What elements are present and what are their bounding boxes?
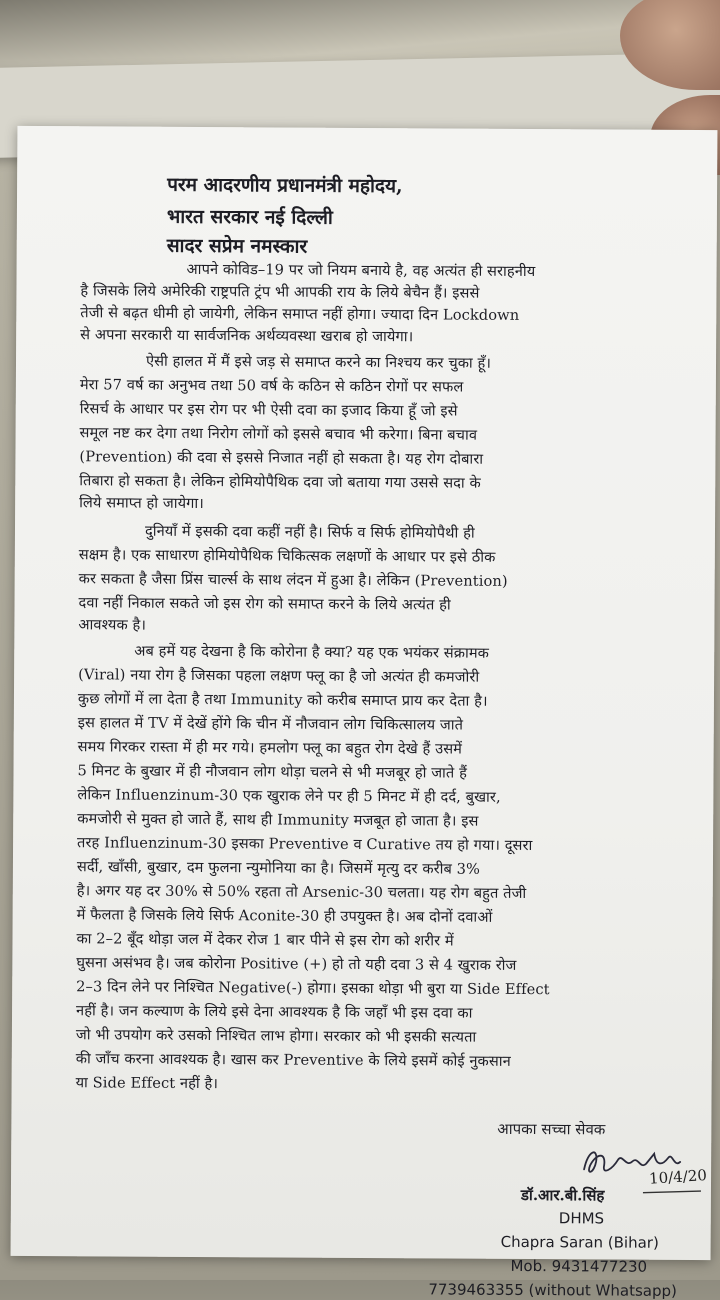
body-line: या Side Effect नहीं है। [75, 1074, 219, 1093]
body-line: कुछ लोगों में ला देता है तथा Immunity को करीब समाप्त प्राय कर देता है। [77, 690, 488, 710]
body-line: आवश्यक है। [78, 616, 147, 634]
body-line: का 2–2 बूँद थोड़ा जल में देकर रोज 1 बार पीने से इस रोग को शरीर में [76, 930, 454, 950]
body-line: की जाँच करना आवश्यक है। खास कर Preventive के लिये इसमें कोई नुकसान [75, 1050, 511, 1070]
body-line: सक्षम है। एक साधारण होमियोपैथिक चिकित्सक लक्षणों के आधार पर इसे ठीक [78, 546, 496, 566]
salutation-line: भारत सरकार नई दिल्ली [166, 205, 333, 229]
body-line: (Viral) नया रोग है जिसका पहला लक्षण फ्लू का है जो अत्यंत ही कमजोरी [78, 666, 480, 686]
closing-text: आपका सच्चा सेवक [497, 1119, 606, 1139]
body-line: मेरा 57 वर्ष का अनुभव तथा 50 वर्ष के कठिन से कठिन रोगों पर सफल [79, 376, 464, 396]
sender-mobile: Mob. 9431477230 [510, 1256, 648, 1276]
sender-address: Chapra Saran (Bihar) [500, 1232, 659, 1252]
body-line: समूल नष्ट कर देगा तथा निरोग लोगों को इससे बचाव भी करेगा। बिना बचाव [79, 424, 478, 444]
body-line: नहीं है। जन कल्याण के लिये इसे देना आवश्यक है कि जहाँ भी इस दवा का [76, 1002, 473, 1022]
body-line: इस हालत में TV में देखें होंगे कि चीन में नौजवान लोग चिकित्सालय जाते [77, 714, 464, 734]
body-line: से अपना सरकारी या सार्वजनिक अर्थव्यवस्था खराब हो जायेगा। [80, 326, 414, 346]
body-line: रिसर्च के आधार पर इस रोग पर भी ऐसी दवा का इजाद किया हूँ जो इसे [79, 400, 458, 420]
body-line: आपने कोविड–19 पर जो नियम बनाये है, वह अत्यंत ही सराहनीय [186, 260, 536, 281]
handwritten-date: 10/4/20 [648, 1166, 708, 1188]
body-line: सर्दी, खाँसी, बुखार, दम फुलना न्युमोनिया का है। जिसमें मृत्यु दर करीब 3% [76, 858, 481, 878]
sender-name: डॉ.आर.बी.सिंह [520, 1185, 605, 1205]
body-line: अब हमें यह देखना है कि कोरोना है क्या? यह एक भयंकर संक्रामक [134, 642, 490, 662]
salutation-line: सादर सप्रेम नमस्कार [166, 234, 308, 258]
date-underline [641, 1188, 703, 1196]
body-line: ऐसी हालत में मैं इसे जड़ से समाप्त करने का निश्चय कर चुका हूँ। [145, 352, 492, 372]
body-line: समय गिरकर रास्ता में ही मर गये। हमलोग फ्लू का बहुत रोग देखे हैं उसमें [77, 738, 463, 758]
sender-alt-phone: 7739463355 (without Whatsapp) [428, 1280, 677, 1300]
body-line: 2–3 दिन लेने पर निश्चित Negative(-) होगा। इसका थोड़ा भी बुरा या Side Effect [76, 978, 550, 999]
body-line: 5 मिनट के बुखार में ही नौजवान लोग थोड़ा चलने से भी मजबूर हो जाते हैं [77, 762, 468, 782]
body-line: दुनियाँ में इसकी दवा कहीं नहीं है। सिर्फ व सिर्फ होमियोपैथी ही [144, 522, 475, 542]
body-line: तिबारा हो सकता है। लेकिन होमियोपैथिक दवा जो बताया गया उससे सदा के [79, 472, 481, 492]
body-line: कमजोरी से मुक्त हो जाते हैं, साथ ही Immunity मजबूत हो जाता है। इस [77, 810, 479, 830]
body-line: घुसना असंभव है। जब कोरोना Positive (+) हो तो यही दवा 3 से 4 खुराक रोज [76, 954, 517, 974]
body-line: में फैलता है जिसके लिये सिर्फ Aconite-30 ही उपयुक्त है। अब दोनों दवाओं [76, 906, 493, 926]
body-line: कर सकता है जैसा प्रिंस चार्ल्स के साथ लंदन में हुआ है। लेकिन (Prevention) [78, 570, 508, 590]
body-line: लिये समाप्त हो जायेगा। [79, 494, 204, 513]
body-line: (Prevention) की दवा से इससे निजात नहीं हो सकता है। यह रोग दोबारा [79, 448, 484, 468]
body-line: है जिसके लिये अमेरिकी राष्ट्रपति ट्रंप भी आपकी राय के लिये बेचैन हैं। इससे [80, 282, 480, 302]
body-line: है। अगर यह दर 30% से 50% रहता तो Arsenic-30 चलता। यह रोग बहुत तेजी [76, 882, 527, 902]
sender-degree: DHMS [558, 1209, 605, 1228]
letter-page [11, 126, 718, 1300]
body-line: लेकिन Influenzinum-30 एक खुराक लेने पर ही 5 मिनट में ही दर्द, बुखार, [77, 786, 501, 806]
body-line: दवा नहीं निकाल सकते जो इस रोग को समाप्त करने के लिये अत्यंत ही [78, 594, 451, 614]
body-line: तरह Influenzinum-30 इसका Preventive व Curative तय हो गया। दूसरा [77, 834, 533, 855]
salutation-line: परम आदरणीय प्रधानमंत्री महोदय, [167, 173, 403, 198]
body-line: तेजी से बढ़त धीमी हो जायेगी, लेकिन समाप्त नहीं होगा। ज्यादा दिन Lockdown [80, 304, 520, 324]
body-line: जो भी उपयोग करे उसको निश्चित लाभ होगा। सरकार को भी इसकी सत्यता [75, 1026, 477, 1046]
